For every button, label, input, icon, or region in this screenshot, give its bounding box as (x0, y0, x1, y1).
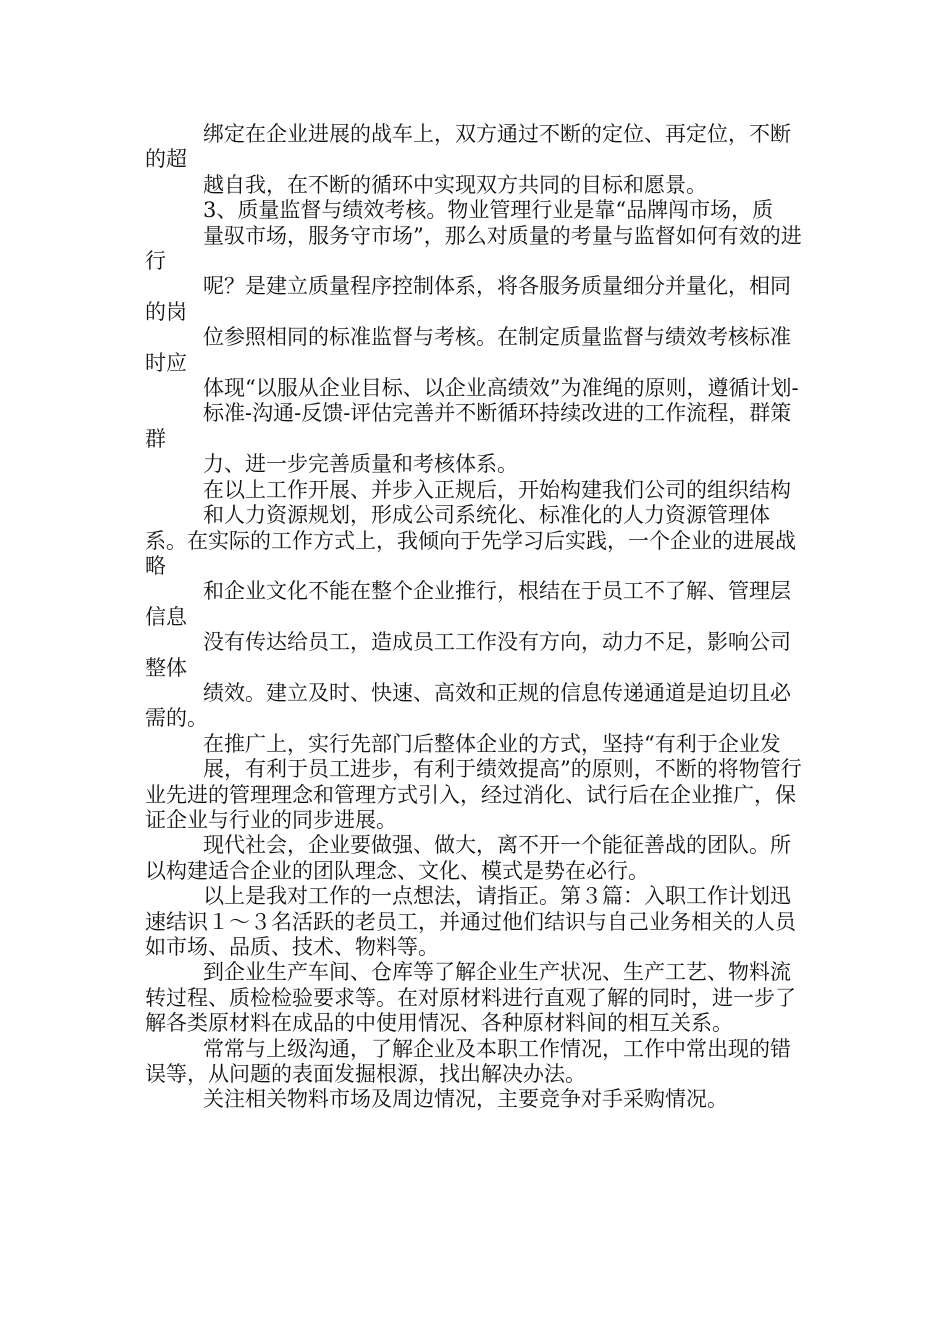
paragraph: 3、质量监督与绩效考核。物业管理行业是靠“品牌闯市场，质 (203, 198, 774, 223)
paragraph: 和企业文化不能在整个企业推行，根结在于员工不了解、管理层信息 (145, 579, 791, 629)
paragraph: 在以上工作开展、并步入正规后，开始构建我们公司的组织结构 (203, 477, 791, 502)
paragraph: 没有传达给员工，造成员工工作没有方向，动力不足，影响公司整体 (145, 630, 791, 680)
paragraph: 展，有利于员工进步，有利于绩效提高”的原则，不断的将物管行业先进的管理理念和管理方式引入，经过消化、试行后在企业推广，保证企业与行业的同步进展。 (145, 757, 802, 832)
paragraph: 现代社会，企业要做强、做大，离不开一个能征善战的团队。所以构建适合企业的团队理念、文化、模式是势在必行。 (145, 833, 791, 883)
paragraph: 常常与上级沟通，了解企业及本职工作情况，工作中常出现的错误等，从问题的表面发掘根源，找出解决办法。 (145, 1036, 791, 1087)
paragraph: 标准-沟通-反馈-评估完善并不断循环持续改进的工作流程，群策群 (145, 401, 792, 451)
paragraph: 呢？是建立质量程序控制体系，将各服务质量细分并量化，相同的岗 (145, 274, 791, 324)
paragraph: 位参照相同的标准监督与考核。在制定质量监督与绩效考核标准时应 (145, 325, 791, 375)
paragraph: 力、进一步完善质量和考核体系。 (203, 452, 518, 477)
paragraph: 到企业生产车间、仓库等了解企业生产状况、生产工艺、物料流转过程、质检检验要求等。在对原材料进行直观了解的同时，进一步了解各类原材料在成品的中使用情况、各种原材料间的相互关系。 (145, 960, 796, 1036)
paragraph: 体现“以服从企业目标、以企业高绩效”为准绳的原则，遵循计划- (203, 376, 799, 401)
paragraph: 量驭市场，服务守市场”，那么对质量的考量与监督如何有效的进行 (145, 223, 802, 274)
paragraph: 关注相关物料市场及周边情况，主要竞争对手采购情况。 (203, 1087, 728, 1112)
paragraph: 在推广上，实行先部门后整体企业的方式，坚持“有利于企业发 (203, 731, 781, 756)
paragraph: 和人力资源规划，形成公司系统化、标准化的人力资源管理体系。在实际的工作方式上，我倾向于先学习后实践，一个企业的进展战略 (145, 503, 796, 578)
paragraph: 绩效。建立及时、快速、高效和正规的信息传递通道是迫切且必需的。 (145, 680, 791, 731)
paragraph: 以上是我对工作的一点想法，请指正。第３篇：入职工作计划迅速结识１～３名活跃的老员工，并通过他们结识与自己业务相关的人员如市场、品质、技术、物料等。 (145, 884, 796, 959)
paragraph: 越自我，在不断的循环中实现双方共同的目标和愿景。 (203, 172, 707, 197)
document-body (145, 122, 810, 1113)
paragraph: 绑定在企业进展的战车上，双方通过不断的定位、再定位，不断的超 (145, 122, 791, 172)
